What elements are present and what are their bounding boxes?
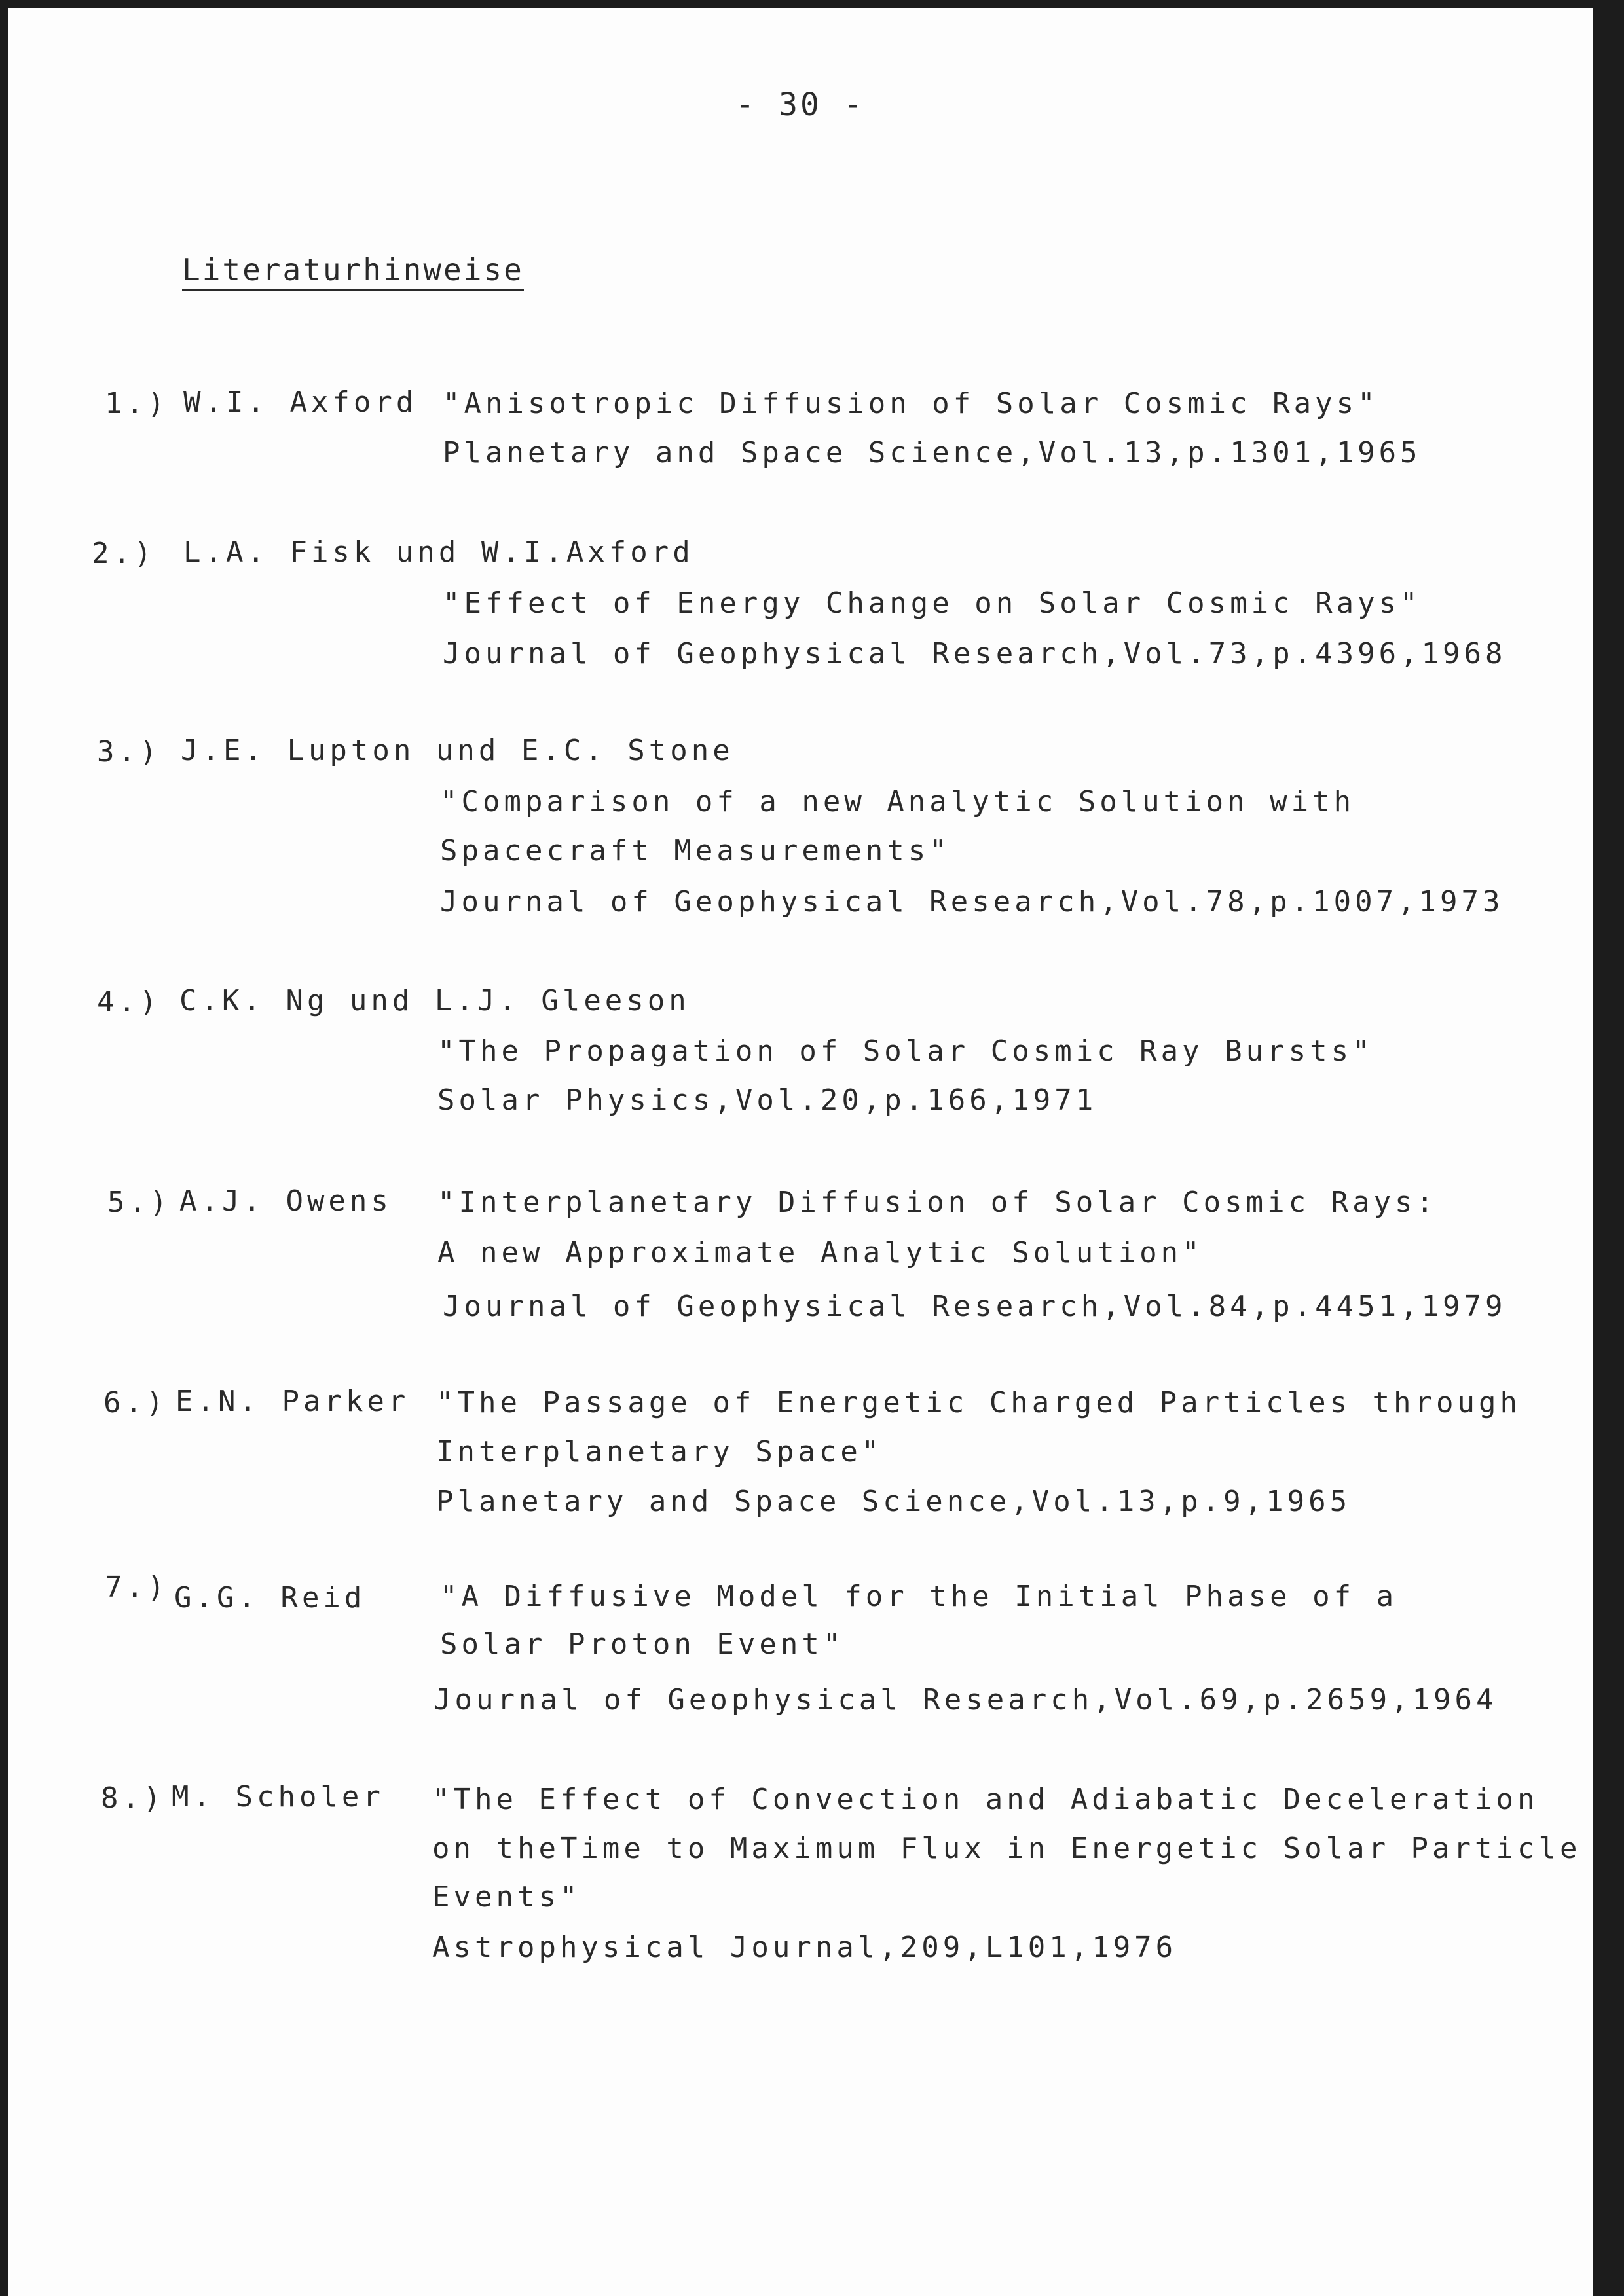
reference-number: 3.) [97, 735, 161, 769]
reference-title: "Comparison of a new Analytic Solution with [440, 785, 1356, 818]
reference-title: "Interplanetary Diffusion of Solar Cosmic Rays: [437, 1186, 1438, 1219]
reference-author: J.E. Lupton und E.C. Stone [181, 734, 734, 767]
reference-source: Planetary and Space Science,Vol.13,p.1301,1965 [443, 436, 1422, 469]
page-number: - 30 - [735, 86, 865, 123]
reference-source: Journal of Geophysical Research,Vol.69,p.2659,1964 [434, 1683, 1498, 1717]
reference-title: "The Propagation of Solar Cosmic Ray Bursts" [437, 1034, 1374, 1068]
section-heading: Literaturhinweise [182, 253, 524, 291]
reference-title: A new Approximate Analytic Solution" [437, 1236, 1204, 1269]
reference-author: M. Scholer [172, 1780, 384, 1813]
document-page [8, 8, 1593, 2296]
reference-number: 8.) [101, 1781, 165, 1815]
reference-source: Journal of Geophysical Research,Vol.73,p.4396,1968 [443, 637, 1507, 670]
reference-title: Spacecraft Measurements" [440, 834, 951, 867]
reference-title: "The Effect of Convection and Adiabatic Deceleration [432, 1783, 1539, 1816]
reference-author: L.A. Fisk und W.I.Axford [183, 536, 694, 569]
reference-source: Journal of Geophysical Research,Vol.84,p.4451,1979 [443, 1290, 1507, 1323]
reference-number: 7.) [105, 1571, 169, 1604]
reference-title: Solar Proton Event" [440, 1628, 845, 1661]
reference-author: C.K. Ng und L.J. Gleeson [179, 984, 690, 1017]
reference-title: "A Diffusive Model for the Initial Phase of a [440, 1580, 1398, 1613]
reference-title: Interplanetary Space" [436, 1435, 883, 1468]
reference-number: 2.) [92, 537, 156, 570]
reference-title: "Effect of Energy Change on Solar Cosmic Rays" [443, 587, 1422, 620]
reference-source: Planetary and Space Science,Vol.13,p.9,1965 [436, 1485, 1352, 1518]
reference-title: "Anisotropic Diffusion of Solar Cosmic Rays" [443, 387, 1379, 420]
reference-author: E.N. Parker [175, 1385, 410, 1418]
reference-number: 5.) [107, 1186, 172, 1219]
reference-title: Events" [432, 1880, 581, 1914]
reference-source: Astrophysical Journal,209,L101,1976 [432, 1931, 1177, 1964]
reference-number: 1.) [105, 387, 169, 420]
reference-source: Journal of Geophysical Research,Vol.78,p.1007,1973 [440, 885, 1504, 919]
reference-number: 6.) [103, 1386, 168, 1419]
reference-source: Solar Physics,Vol.20,p.166,1971 [437, 1084, 1098, 1117]
reference-author: G.G. Reid [174, 1581, 366, 1614]
reference-author: W.I. Axford [183, 386, 418, 419]
reference-title: on theTime to Maximum Flux in Energetic Solar Particle [432, 1832, 1581, 1865]
reference-title: "The Passage of Energetic Charged Particles through [436, 1386, 1522, 1419]
reference-number: 4.) [97, 985, 161, 1019]
reference-author: A.J. Owens [179, 1184, 392, 1218]
